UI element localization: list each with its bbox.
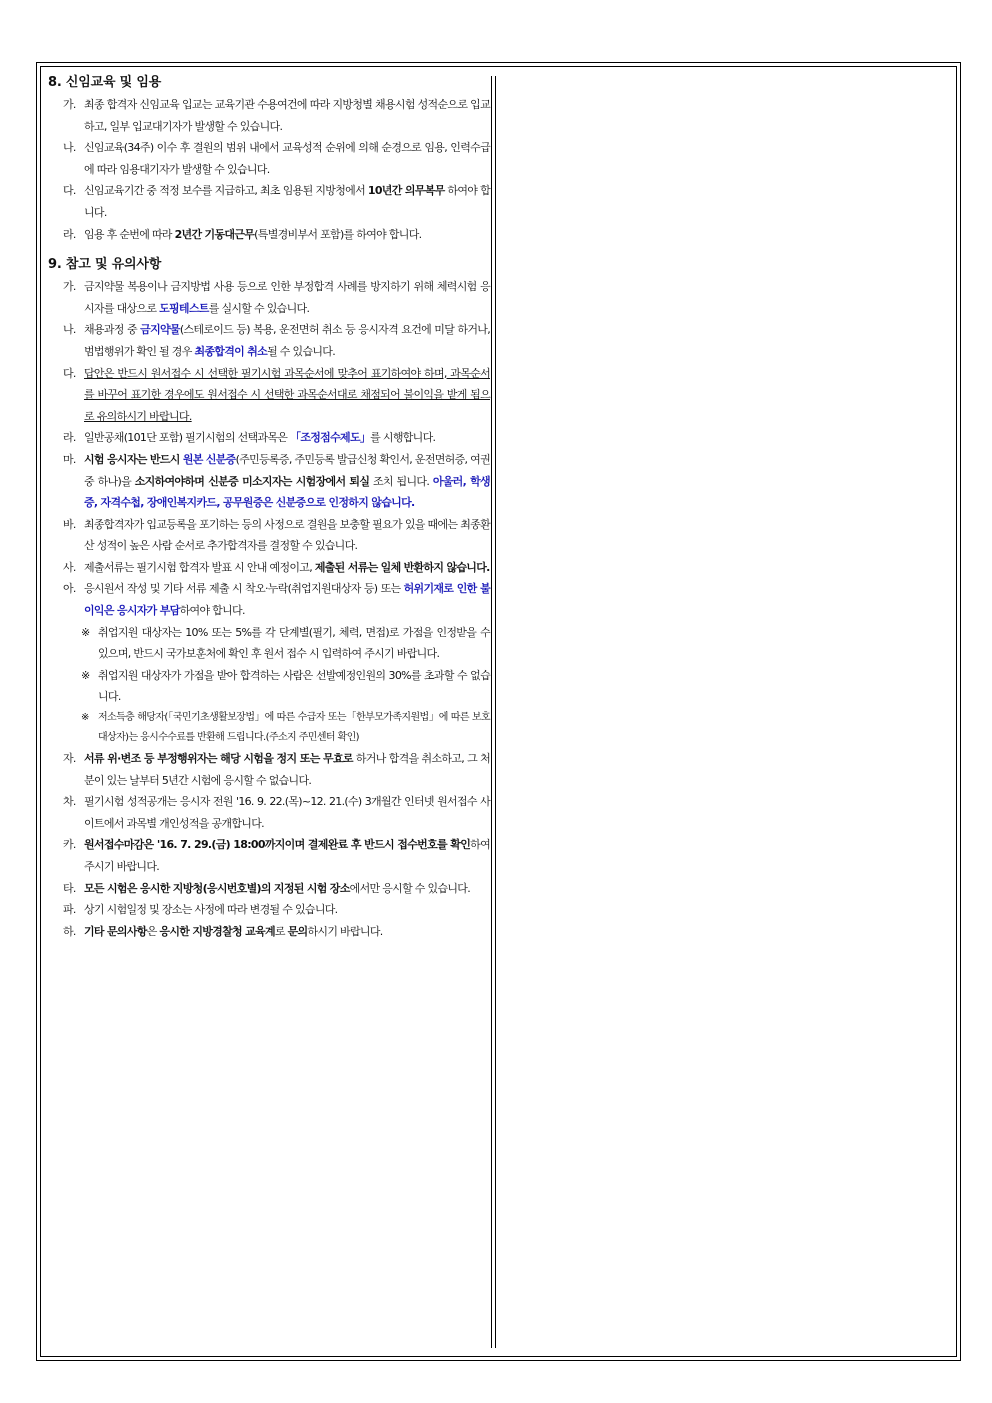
- note-item: ※ 저소득층 해당자(「국민기초생활보장법」에 따른 수급자 또는「한부모가족지원법」에 따른 보호대상자)는 응시수수료를 반환해 드립니다.(주소지 주민센터 확인): [81, 712, 490, 744]
- note-item: ※ 취업지원 대상자는 10% 또는 5%를 각 단계별(필기, 체력, 면접)로 가점을 인정받을 수 있으며, 반드시 국가보훈처에 확인 후 원서 접수 시 입력하여 주시기 바랍니다.: [81, 625, 490, 661]
- note-item: ※ 취업지원 대상자가 가점을 받아 합격하는 사람은 선발예정인원의 30%를 초과할 수 없습니다.: [81, 668, 490, 704]
- section-title-training: 8. 신임교육 및 임용: [48, 75, 162, 90]
- list-item: 바. 최종합격자가 입교등록을 포기하는 등의 사정으로 결원을 보충할 필요가 있을 때에는 최종환산 성적이 높은 사람 순서로 추가합격자를 결정할 수 있습니다.: [63, 517, 490, 553]
- list-item: 가. 최종 합격자 신임교육 입교는 교육기관 수용여건에 따라 지방청별 채용시험 성적순으로 입교하고, 일부 입교대기자가 발생할 수 있습니다.: [63, 98, 490, 133]
- column-divider: [495, 76, 496, 1348]
- list-item: 가. 금지약물 복용이나 금지방법 사용 등으로 인한 부정합격 사례를 방지하기 위해 체력시험 응시자를 대상으로 도핑테스트를 실시할 수 있습니다.: [63, 280, 490, 315]
- list-item: 다. 답안은 반드시 원서접수 시 선택한 필기시험 과목순서에 맞추어 표기하여야 하며, 과목순서를 바꾸어 표기한 경우에도 원서접수 시 선택한 과목순서대로 채점되어 불이익을 받게 됨으로 유의하시기 바랍니다.: [63, 366, 490, 423]
- list-item: 하. 기타 문의사항은 응시한 지방경찰청 교육계로 문의하시기 바랍니다.: [63, 924, 383, 938]
- list-item: 나. 신임교육(34주) 이수 후 결원의 범위 내에서 교육성적 순위에 의해 순경으로 임용, 인력수급에 따라 임용대기자가 발생할 수 있습니다.: [63, 141, 490, 176]
- left-column: [48, 72, 490, 942]
- list-item: 카. 원서접수마감은 '16. 7. 29.(금) 18:00까지이며 결제완료 후 반드시 접수번호를 확인하여 주시기 바랍니다.: [63, 838, 490, 873]
- list-item: 다. 신임교육기간 중 적정 보수를 지급하고, 최초 임용된 지방청에서 10년간 의무복무 하여야 합니다.: [63, 184, 490, 219]
- list-item: 마. 시험 응시자는 반드시 원본 신분증(주민등록증, 주민등록 발급신청 확인서, 운전면허증, 여권 중 하나)을 소지하여야하며 신분증 미소지자는 시험장에서 퇴실 조치 됩니다. 아울러, 학생증, 자격수첩, 장애인복지카드, 공무원증은 신분증으로 인정하지 않습니다.: [63, 452, 490, 510]
- list-item: 타. 모든 시험은 응시한 지방청(응시번호별)의 지정된 시험 장소에서만 응시할 수 있습니다.: [63, 881, 471, 895]
- section-title-notes: 9. 참고 및 유의사항: [48, 257, 162, 273]
- list-item: 사. 제출서류는 필기시험 합격자 발표 시 안내 예정이고, 제출된 서류는 일체 반환하지 않습니다.: [63, 560, 490, 574]
- list-item: 아. 응시원서 작성 및 기타 서류 제출 시 착오·누락(취업지원대상자 등) 또는 허위기재로 인한 불이익은 응시자가 부담하여야 합니다.: [63, 582, 491, 618]
- column-divider: [491, 76, 492, 1348]
- list-item: 라. 일반공채(101단 포함) 필기시험의 선택과목은 「조정점수제도」를 시행합니다.: [63, 431, 436, 445]
- list-item: 자. 서류 위·변조 등 부정행위자는 해당 시험을 정지 또는 무효로 하거나 합격을 취소하고, 그 처분이 있는 날부터 5년간 시험에 응시할 수 없습니다.: [63, 752, 490, 787]
- list-item: 파. 상기 시험일정 및 장소는 사정에 따라 변경될 수 있습니다.: [63, 903, 338, 917]
- list-item: 차. 필기시험 성적공개는 응시자 전원 '16. 9. 22.(목)~12. 21.(수) 3개월간 인터넷 원서접수 사이트에서 과목별 개인성적을 공개합니다.: [63, 795, 490, 830]
- list-item: 라. 임용 후 순번에 따라 2년간 기동대근무(특별경비부서 포함)를 하여야 합니다.: [63, 227, 422, 241]
- list-item: 나. 채용과정 중 금지약물(스테로이드 등) 복용, 운전면허 취소 등 응시자격 요건에 미달 하거나, 범법행위가 확인 될 경우 최종합격이 취소될 수 있습니다.: [63, 323, 490, 358]
